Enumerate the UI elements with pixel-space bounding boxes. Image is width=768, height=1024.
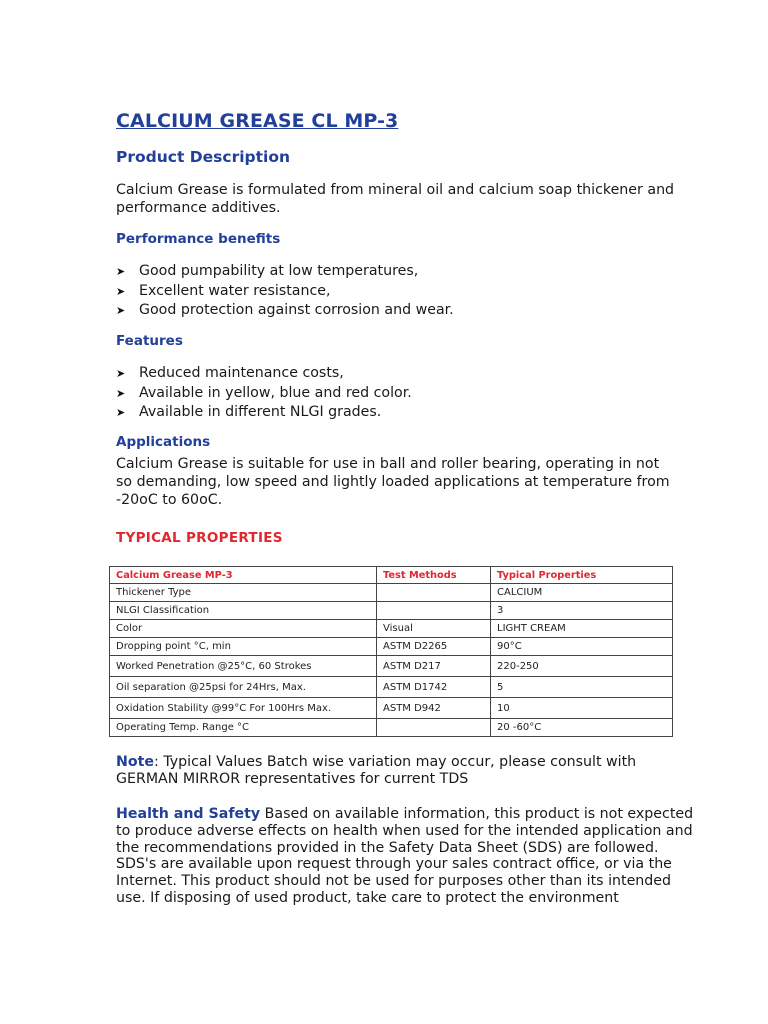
performance-benefits-heading: Performance benefits bbox=[116, 231, 281, 247]
table-cell: CALCIUM bbox=[491, 584, 673, 602]
table-cell bbox=[377, 602, 491, 620]
arrowhead-bullet-icon: ➤ bbox=[116, 406, 126, 420]
table-cell: 3 bbox=[491, 602, 673, 620]
features-heading: Features bbox=[116, 333, 183, 349]
arrowhead-bullet-icon: ➤ bbox=[116, 304, 126, 318]
list-item: ➤ Available in yellow, blue and red color. bbox=[116, 384, 676, 404]
note-label: Note bbox=[116, 754, 155, 770]
table-cell: ASTM D1742 bbox=[377, 677, 491, 698]
table-row bbox=[110, 602, 673, 620]
table-cell: 5 bbox=[491, 677, 673, 698]
table-cell: Dropping point °C, min bbox=[110, 638, 377, 656]
typical-properties-heading: TYPICAL PROPERTIES bbox=[116, 530, 283, 546]
applications-heading: Applications bbox=[116, 434, 211, 450]
features-list bbox=[116, 364, 676, 423]
column-header: Typical Properties bbox=[491, 567, 673, 584]
health-safety-paragraph bbox=[116, 806, 696, 907]
list-item: ➤ Good protection against corrosion and wear. bbox=[116, 301, 676, 321]
column-header: Calcium Grease MP-3 bbox=[110, 567, 377, 584]
list-item: ➤ Excellent water resistance, bbox=[116, 282, 676, 302]
table-cell: 10 bbox=[491, 698, 673, 719]
typical-properties-table bbox=[109, 566, 673, 737]
table-cell: Color bbox=[110, 620, 377, 638]
table-cell: LIGHT CREAM bbox=[491, 620, 673, 638]
table-header-row bbox=[110, 567, 673, 584]
table-cell: 90°C bbox=[491, 638, 673, 656]
note-paragraph bbox=[116, 754, 676, 788]
arrowhead-bullet-icon: ➤ bbox=[116, 265, 126, 278]
list-item: ➤ Available in different NLGI grades. bbox=[116, 403, 676, 423]
table-cell bbox=[377, 584, 491, 602]
table-row bbox=[110, 656, 673, 677]
table-cell: Oil separation @25psi for 24Hrs, Max. bbox=[110, 677, 377, 698]
table-cell: Oxidation Stability @99°C For 100Hrs Max. bbox=[110, 698, 377, 719]
table-cell: Operating Temp. Range °C bbox=[110, 719, 377, 737]
health-safety-text: Based on available information, this product is not expected to produce adverse effects on health when used for the intended application and the recommendations provided in the Safety Data Sheet (SDS) are followed. SDS's are available upon request through your sales contract office, or via the Internet. This product should not be used for purposes other than its intended use. If disposing of used product, take care to protect the environment bbox=[116, 806, 694, 906]
table-cell: 20 -60°C bbox=[491, 719, 673, 737]
product-description-heading: Product Description bbox=[116, 148, 291, 166]
note-text: : Typical Values Batch wise variation may occur, please consult with GERMAN MIRROR representatives for current TDS bbox=[116, 754, 637, 787]
table-row bbox=[110, 719, 673, 737]
applications-text: Calcium Grease is suitable for use in ball and roller bearing, operating in not so demanding, low speed and lightly loaded applications at temperature from -20oC to 60oC. bbox=[116, 456, 670, 508]
arrowhead-bullet-icon: ➤ bbox=[116, 367, 126, 380]
table-row bbox=[110, 698, 673, 719]
table-cell: ASTM D942 bbox=[377, 698, 491, 719]
column-header: Test Methods bbox=[377, 567, 491, 584]
table-cell: ASTM D2265 bbox=[377, 638, 491, 656]
table-row bbox=[110, 620, 673, 638]
table-row bbox=[110, 584, 673, 602]
performance-benefits-list bbox=[116, 262, 676, 321]
table-row bbox=[110, 638, 673, 656]
product-description-text: Calcium Grease is formulated from mineral oil and calcium soap thickener and performance additives. bbox=[116, 182, 675, 216]
table-cell bbox=[377, 719, 491, 737]
table-cell: Thickener Type bbox=[110, 584, 377, 602]
page-title: CALCIUM GREASE CL MP-3 bbox=[116, 110, 399, 132]
list-item: ➤ Good pumpability at low temperatures, bbox=[116, 262, 676, 282]
table-cell: Worked Penetration @25°C, 60 Strokes bbox=[110, 656, 377, 677]
table-cell: ASTM D217 bbox=[377, 656, 491, 677]
table-cell: Visual bbox=[377, 620, 491, 638]
table-cell: 220-250 bbox=[491, 656, 673, 677]
arrowhead-bullet-icon: ➤ bbox=[116, 284, 126, 298]
table-row bbox=[110, 677, 673, 698]
table-cell: NLGI Classification bbox=[110, 602, 377, 620]
arrowhead-bullet-icon: ➤ bbox=[116, 386, 126, 400]
list-item: ➤ Reduced maintenance costs, bbox=[116, 364, 676, 384]
health-safety-label: Health and Safety bbox=[116, 806, 261, 822]
